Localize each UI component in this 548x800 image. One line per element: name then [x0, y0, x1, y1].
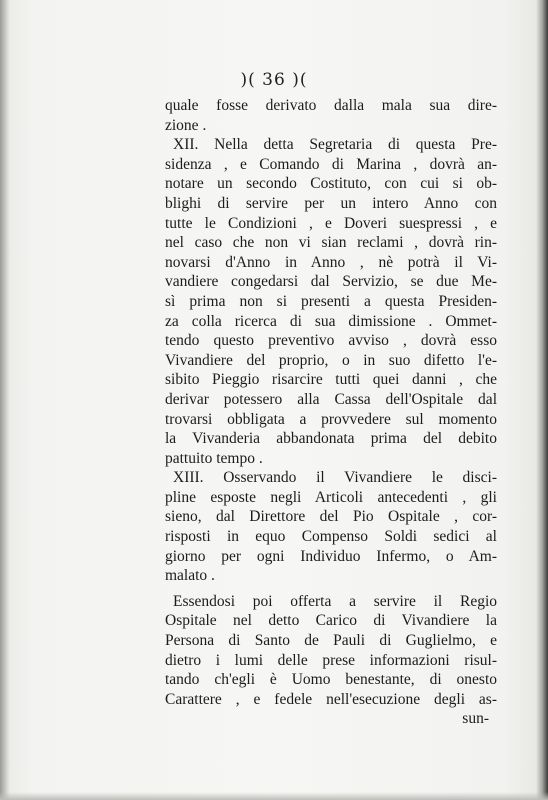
page-edge-right: [536, 0, 548, 800]
text-line: sibito Pieggio risarcire tutti quei danni , che: [165, 371, 497, 389]
text-line: zione .: [165, 116, 207, 134]
body-text: [165, 96, 497, 729]
text-line: tendo questo preventivo avviso , dovrà esso: [165, 332, 497, 350]
text-line: sì prima non si presenti a questa Presiden-: [165, 292, 497, 310]
text-line: la Vivanderia abbandonata prima del debito: [165, 430, 497, 448]
text-line: tando ch'egli è Uomo benestante, di onesto: [165, 671, 497, 689]
text-line: notare un secondo Costituto, con cui si ob-: [165, 175, 497, 193]
text-line: quale fosse derivato dalla mala sua dire-: [165, 97, 497, 114]
text-line: Vivandiere del proprio, o in suo difetto l'e-: [165, 351, 497, 369]
paragraph-start-line: Essendosi poi offerta a servire il Regio: [173, 592, 497, 610]
text-line: risposti in equo Compenso Soldi sedici al: [165, 528, 497, 546]
text-line: blighi di servire per un intero Anno con: [165, 194, 497, 212]
text-line: pattuito tempo .: [165, 449, 263, 467]
text-line: tutte le Condizioni , e Doveri suespressi , e: [165, 214, 497, 232]
text-line: vandiere congedarsi dal Servizio, se due Me-: [165, 273, 497, 291]
text-line: nel caso che non vi sian reclami , dovrà rin-: [165, 234, 497, 252]
text-line: derivar potessero alla Cassa dell'Ospitale dal: [165, 390, 497, 408]
text-line: trovarsi obbligata a provvedere sul momento: [165, 410, 497, 428]
text-line: za colla ricerca di sua dimissione . Ommet-: [165, 312, 497, 330]
article-heading-line: XIII. Osservando il Vivandiere le disci-: [173, 469, 497, 487]
text-line: Carattere , e fedele nell'esecuzione degli as-: [165, 690, 497, 708]
page-shadow: [0, 792, 548, 800]
text-line: novarsi d'Anno in Anno , nè potrà il Vi-: [165, 253, 497, 271]
page-edge-left: [0, 0, 10, 800]
catchword: sun-: [462, 710, 489, 728]
text-line: sidenza , e Comando di Marina , dovrà an-: [165, 155, 497, 173]
text-line: Persona di Santo de Pauli di Guglielmo, e: [165, 632, 497, 650]
text-line: pline esposte negli Articoli antecedenti , gli: [165, 488, 497, 506]
text-line: malato .: [165, 567, 215, 585]
text-line: dietro i lumi delle prese informazioni risul-: [165, 651, 497, 669]
article-heading-line: XII. Nella detta Segretaria di questa Pre-: [173, 136, 497, 154]
text-line: sieno, dal Direttore del Pio Ospitale , cor-: [165, 508, 497, 526]
page-number-header: )( 36 )(: [240, 70, 308, 90]
text-line: giorno per ogni Individuo Infermo, o Am-: [165, 547, 497, 565]
text-line: Ospitale nel detto Carico di Vivandiere la: [165, 612, 497, 630]
